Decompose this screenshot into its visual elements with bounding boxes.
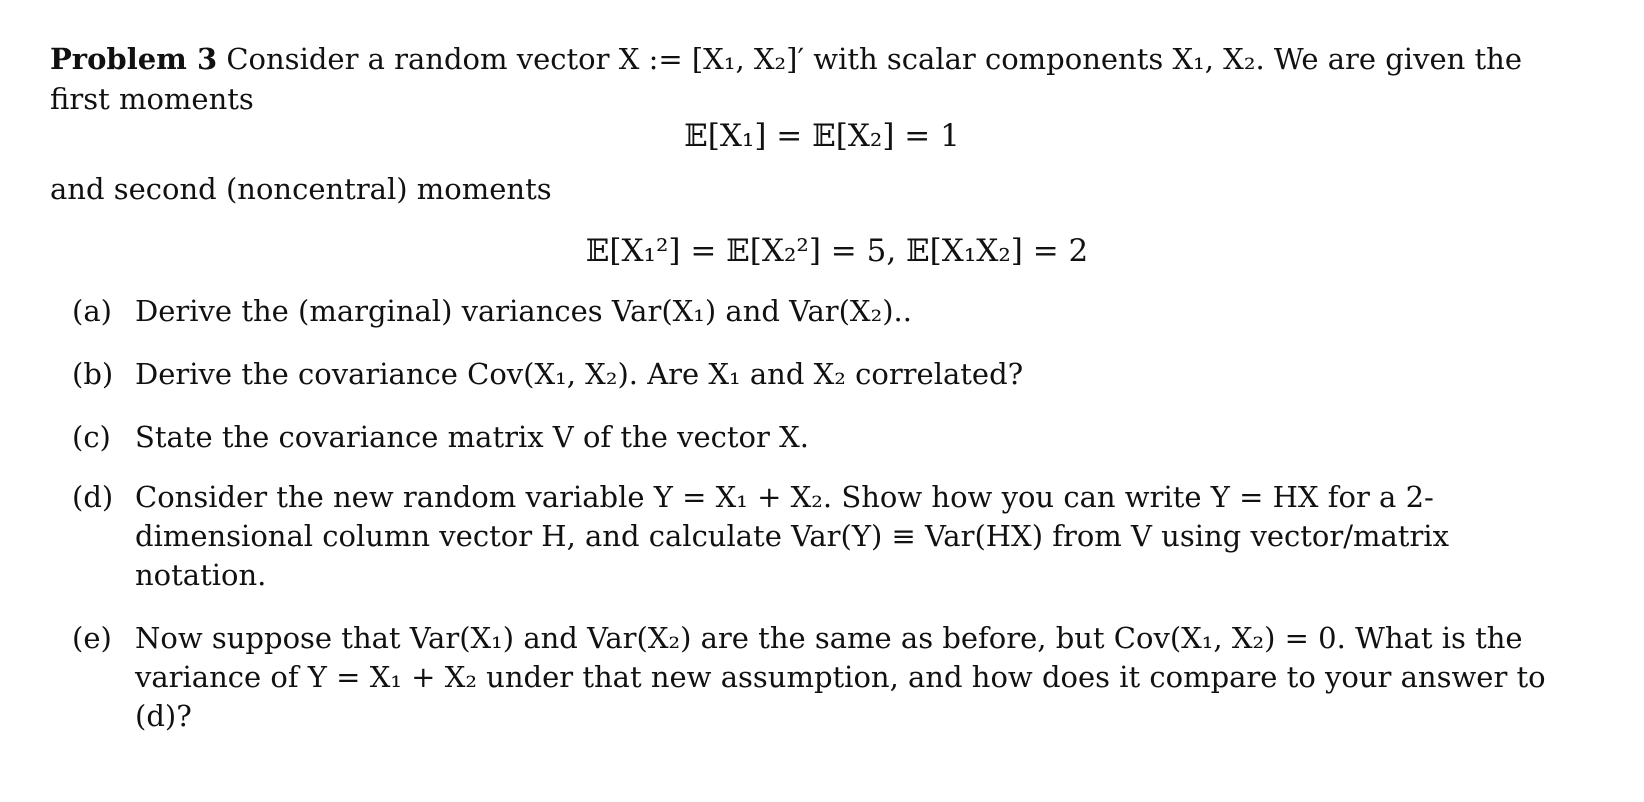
part-label: (a) [72,294,112,328]
problem-intro-text: Consider a random vector X := [X₁, X₂]′ with scalar components X₁, X₂. We are given the [226,42,1523,76]
part-label: (e) [72,621,112,655]
part-text: State the covariance matrix V of the vector X. [135,420,809,454]
part-label: (b) [72,357,114,391]
part-text: Consider the new random variable Y = X₁ + X₂. Show how you can write Y = HX for a 2-dimensional column vector H, and calculate Var(Y) ≡ Var(HX) from V using vector/matrix notation. [135,480,1449,592]
problem-intro-line-1 [50,40,1522,78]
first-moments-equation: 𝔼[X₁] = 𝔼[X₂] = 1 [684,118,960,154]
problem-intro-line-2: first moments [50,82,254,116]
part-text: Derive the covariance Cov(X₁, X₂). Are X₁ and X₂ correlated? [135,357,1024,391]
problem-intro-line-3: and second (noncentral) moments [50,172,552,206]
part-label: (c) [72,420,111,454]
part-text: Now suppose that Var(X₁) and Var(X₂) are the same as before, but Cov(X₁, X₂) = 0. What is the variance of Y = X₁ + X₂ under that new assumption, and how does it compare to your answer to (d)? [135,621,1546,733]
problem-label: Problem 3 [50,42,218,76]
second-moments-equation: 𝔼[X₁²] = 𝔼[X₂²] = 5, 𝔼[X₁X₂] = 2 [585,233,1089,269]
part-text: Derive the (marginal) variances Var(X₁) and Var(X₂).. [135,294,912,328]
part-label: (d) [72,480,114,514]
